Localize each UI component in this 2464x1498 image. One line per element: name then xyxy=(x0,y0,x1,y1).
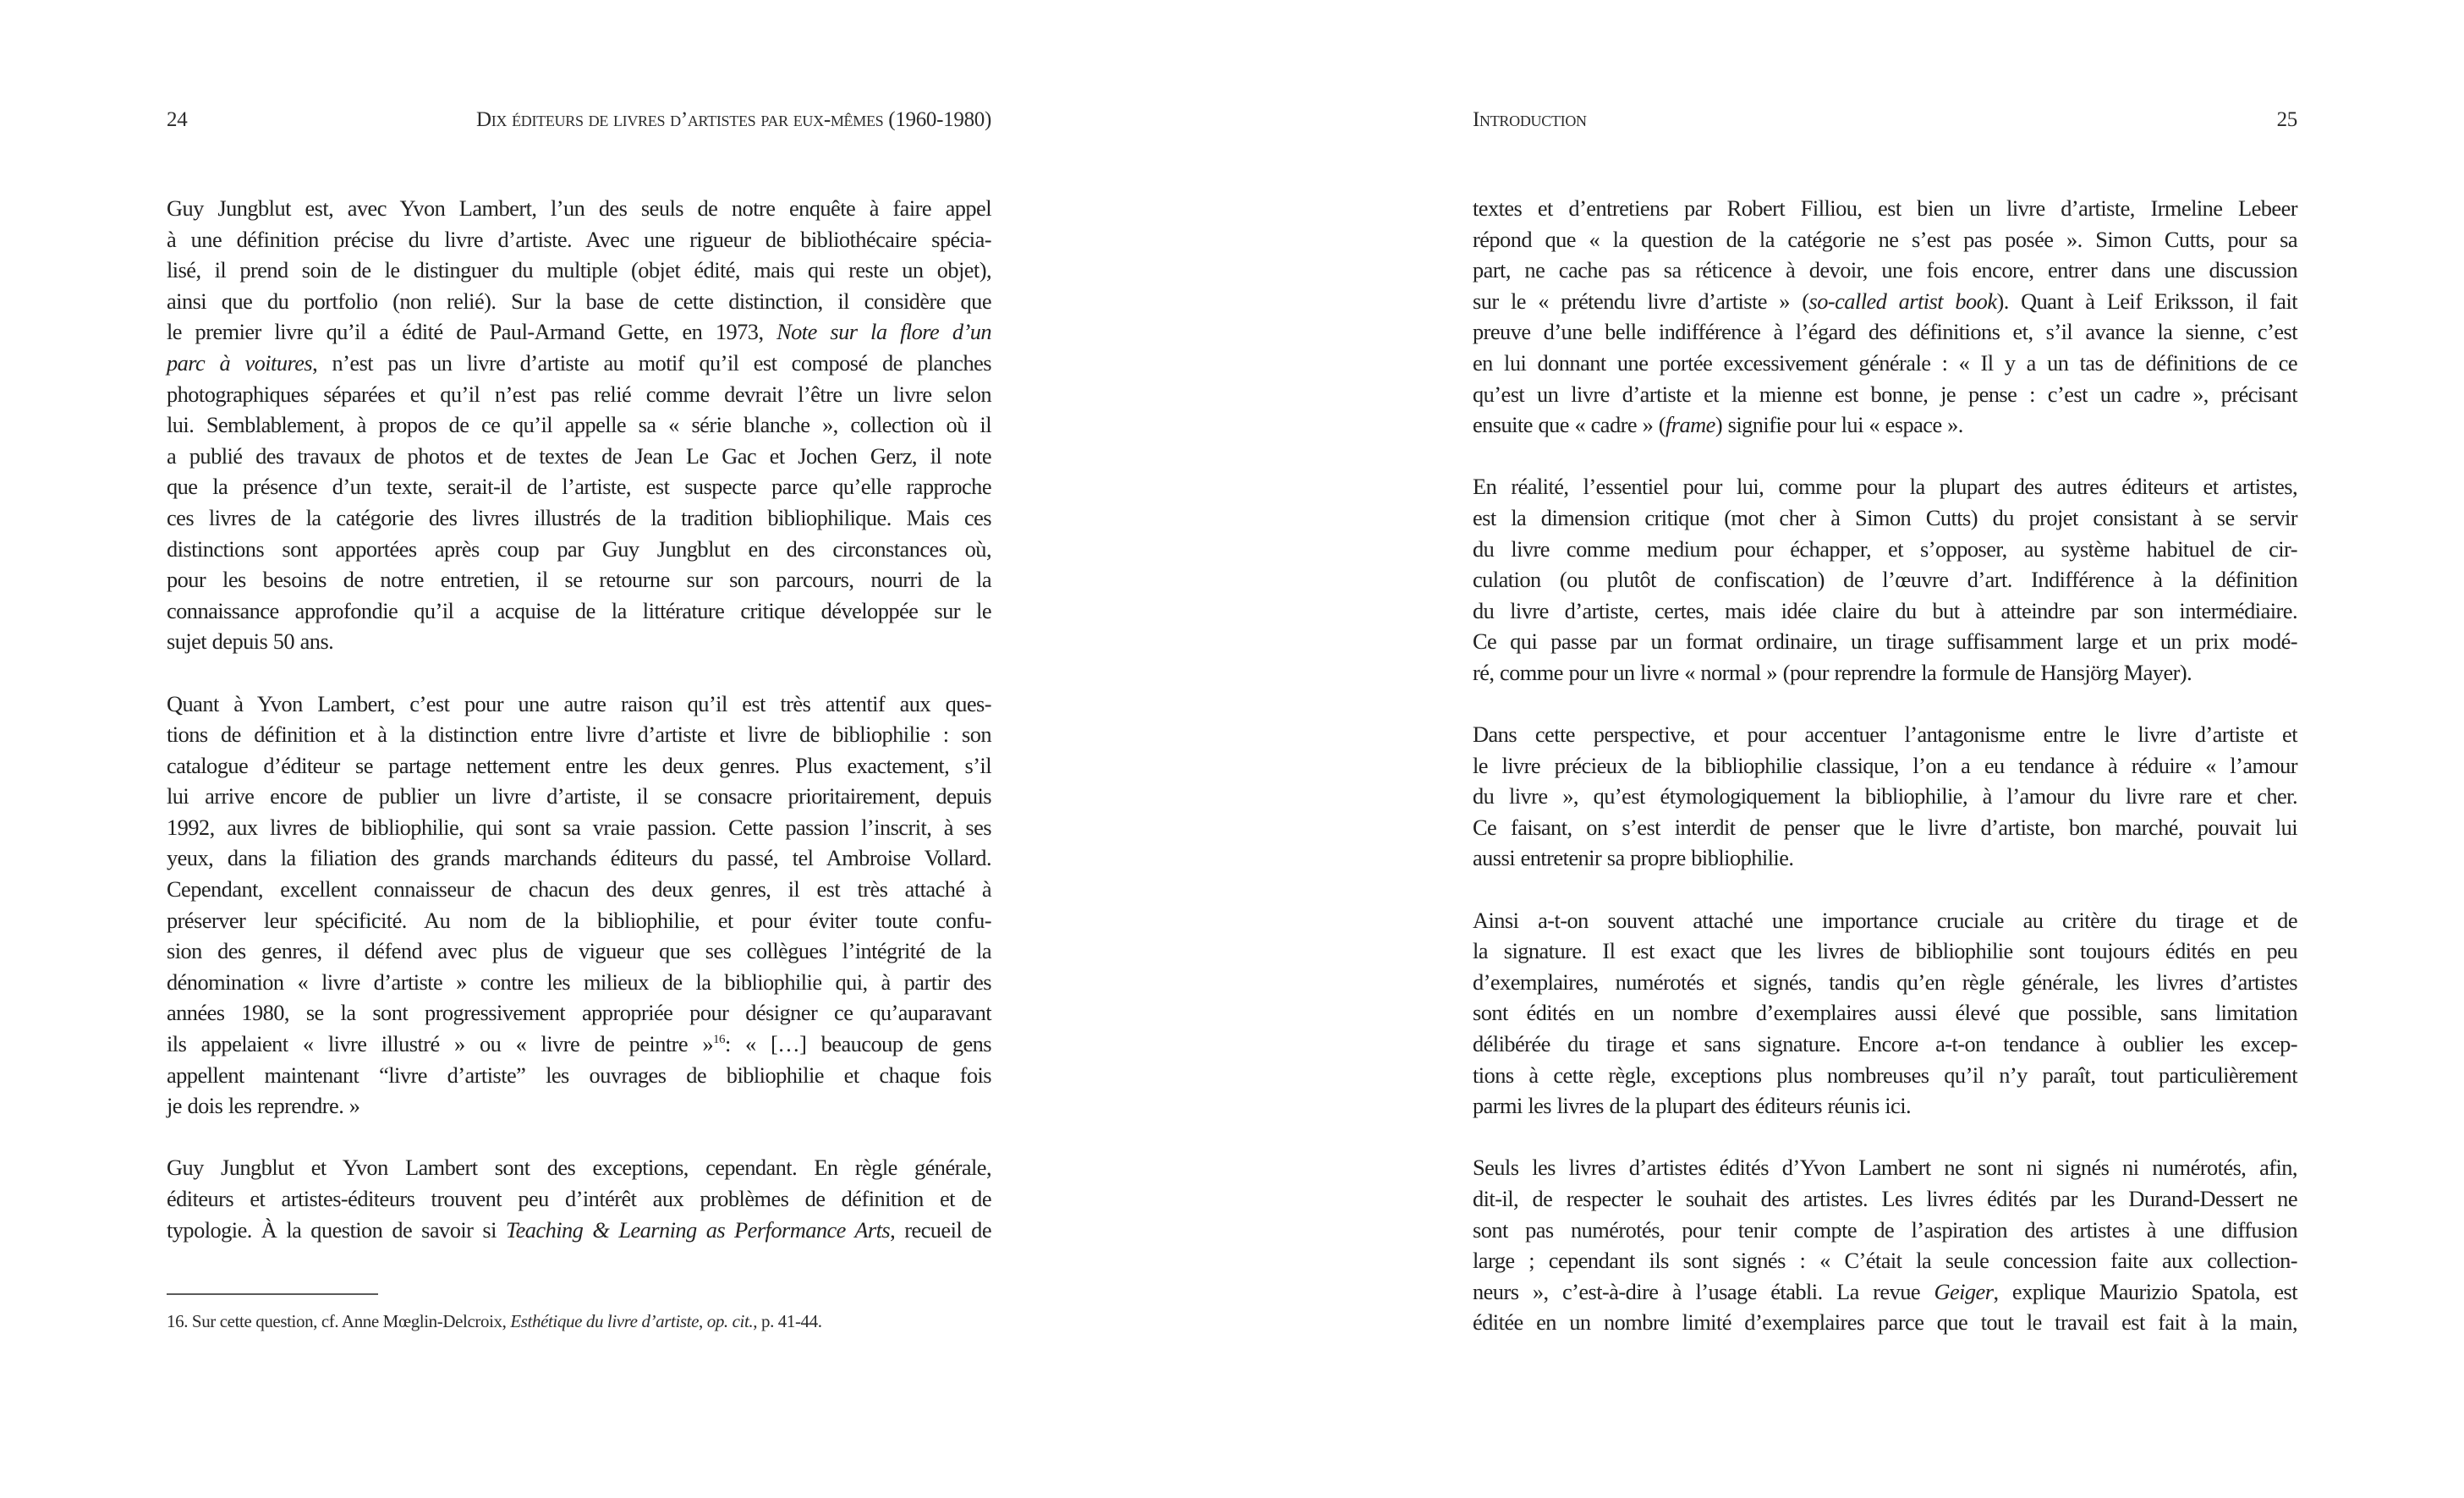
text-line: est la dimension critique (mot cher à Simon Cutts) du projet consistant à se servir xyxy=(1473,504,2297,530)
page-number: 25 xyxy=(2276,108,2297,131)
text-line: Quant à Yvon Lambert, c’est pour une autre raison qu’il est très attentif aux ques- xyxy=(167,690,991,716)
text-line: préserver leur spécificité. Au nom de la bibliophilie, et pour éviter toute confu- xyxy=(167,907,991,933)
text-line: sont édités en un nombre d’exemplaires aussi élevé que possible, sans limitation xyxy=(1473,1000,2297,1026)
footnote-reference[interactable]: 16 xyxy=(713,1033,725,1047)
text-line: large ; cependant ils sont signés : « C’était la seule concession faite aux collection- xyxy=(1473,1248,2297,1274)
italic-title: Note sur la flore d’un xyxy=(777,319,991,345)
text-line: je dois les reprendre. » xyxy=(167,1093,360,1119)
text-line: années 1980, se la sont progressivement appropriée pour désigner ce qu’auparavant xyxy=(167,1000,991,1026)
text-line: du livre d’artiste, certes, mais idée claire du but à atteindre par son intermédiaire. xyxy=(1473,597,2297,623)
footnote-16 xyxy=(167,1309,991,1334)
text-line: la signature. Il est exact que les livres de bibliophilie sont toujours édités en peu xyxy=(1473,938,2297,964)
footnote-rule xyxy=(167,1293,378,1295)
text-line: sion des genres, il défend avec plus de vigueur que ses collègues l’intégrité de la xyxy=(167,938,991,964)
text-line: photographiques séparées et qu’il n’est pas relié comme devrait l’être un livre selon xyxy=(167,381,991,407)
footnote-number: 16. xyxy=(167,1311,189,1331)
text-line: pour les besoins de notre entretien, il se retourne sur son parcours, nourri de la xyxy=(167,567,991,593)
footnote-book-title: Esthétique du livre d’artiste xyxy=(510,1311,700,1331)
text-line: que la présence d’un texte, serait-il de l’artiste, est suspecte parce qu’elle rapproche xyxy=(167,474,991,500)
text-line: répond que « la question de la catégorie ne s’est pas posée ». Simon Cutts, pour sa xyxy=(1473,226,2297,252)
paragraph xyxy=(1473,193,2297,441)
text-line: Ainsi a-t-on souvent attaché une importance cruciale au critère du tirage et de xyxy=(1473,907,2297,933)
text-line: neurs », c’est-à-dire à l’usage établi. La revue Geiger, explique Maurizio Spatola, est xyxy=(1473,1278,2297,1304)
text-line: part, ne cache pas sa réticence à devoir, une fois encore, entrer dans une discussion xyxy=(1473,257,2297,283)
italic-title: parc à voitures xyxy=(167,349,313,376)
text-line: aussi entretenir sa propre bibliophilie. xyxy=(1473,845,1794,871)
paragraph xyxy=(167,1152,991,1245)
text-line: Ce qui passe par un format ordinaire, un tirage suffisamment large et un prix modé- xyxy=(1473,628,2297,655)
footnote-op-cit: op. cit. xyxy=(706,1311,754,1331)
text-line: qu’est un livre d’artiste et la mienne est bonne, je pense : c’est un cadre », précisant xyxy=(1473,381,2297,407)
text-line: ré, comme pour un livre « normal » (pour reprendre la formule de Hansjörg Mayer). xyxy=(1473,659,2192,685)
paragraph xyxy=(1473,905,2297,1122)
page-number: 24 xyxy=(167,108,188,131)
italic-title: Teaching & Learning as Performance Arts xyxy=(505,1216,891,1243)
text-line: sujet depuis 50 ans. xyxy=(167,628,334,655)
text-line: ces livres de la catégorie des livres illustrés de la tradition bibliophilique. Mais ces xyxy=(167,504,991,530)
text-line: le premier livre qu’il a édité de Paul-Armand Gette, en 1973, Note sur la flore d’un xyxy=(167,319,991,345)
text-line: En réalité, l’essentiel pour lui, comme pour la plupart des autres éditeurs et artistes, xyxy=(1473,474,2297,500)
text-line: du livre », qu’est étymologiquement la bibliophilie, à l’amour du livre rare et cher. xyxy=(1473,783,2297,809)
footnote-text: Sur cette question, cf. Anne Mœglin-Delcroix, xyxy=(188,1311,511,1331)
paragraph xyxy=(1473,471,2297,688)
text-line: tions de définition et à la distinction entre livre d’artiste et livre de bibliophilie : son xyxy=(167,722,991,748)
text-line: lisé, il prend soin de le distinguer du multiple (objet édité, mais qui reste un objet), xyxy=(167,257,991,283)
text-line: sur le « prétendu livre d’artiste » (so-called artist book). Quant à Leif Eriksson, il fait xyxy=(1473,288,2298,314)
text-line: catalogue d’éditeur se partage nettement entre les deux genres. Plus exactement, s’il xyxy=(167,752,991,778)
italic-title: so-called artist book xyxy=(1808,288,1997,314)
left-running-head: Dix éditeurs de livres d’artistes par eux-mêmes (1960-1980) xyxy=(475,108,991,131)
text-line: textes et d’entretiens par Robert Filliou, est bien un livre d’artiste, Irmeline Lebeer xyxy=(1473,195,2297,221)
text-line: ils appelaient « livre illustré » ou « livre de peintre »$^{16}$: « […] beaucoup de gens xyxy=(167,1031,992,1057)
left-body-text xyxy=(167,193,991,1245)
text-line: sont pas numérotés, pour tenir compte de l’aspiration des artistes à une diffusion xyxy=(1473,1216,2297,1243)
text-line: lui. Semblablement, à propos de ce qu’il appelle sa « série blanche », collection où il xyxy=(167,412,991,438)
text-line: Cependant, excellent connaisseur de chacun des deux genres, il est très attaché à xyxy=(167,876,991,903)
text-line: Guy Jungblut est, avec Yvon Lambert, l’un des seuls de notre enquête à faire appel xyxy=(167,195,991,221)
text-line: à une définition précise du livre d’artiste. Avec une rigueur de bibliothécaire spécia- xyxy=(167,226,991,252)
text-line: Dans cette perspective, et pour accentuer l’antagonisme entre le livre d’artiste et xyxy=(1473,722,2297,748)
text-line: Ce faisant, on s’est interdit de penser que le livre d’artiste, bon marché, pouvait lui xyxy=(1473,814,2297,840)
text-line: le livre précieux de la bibliophilie classique, l’on a eu tendance à réduire « l’amour xyxy=(1473,752,2297,778)
text-line: Seuls les livres d’artistes édités d’Yvon Lambert ne sont ni signés ni numérotés, afin, xyxy=(1473,1155,2297,1181)
right-page xyxy=(1232,0,2464,1498)
text-line: en lui donnant une portée excessivement générale : « Il y a un tas de définitions de ce xyxy=(1473,349,2297,376)
text-line: appellent maintenant “livre d’artiste” les ouvrages de bibliophilie et chaque fois xyxy=(167,1062,991,1088)
text-line: éditée en un nombre limité d’exemplaires parce que tout le travail est fait à la main, xyxy=(1473,1309,2297,1336)
text-line: éditeurs et artistes-éditeurs trouvent peu d’intérêt aux problèmes de définition et de xyxy=(167,1186,991,1211)
text-line: tions à cette règle, exceptions plus nombreuses qu’il n’y paraît, tout particulièrement xyxy=(1473,1062,2297,1088)
text-line: ainsi que du portfolio (non relié). Sur la base de cette distinction, il considère que xyxy=(167,288,991,314)
text-line: dénomination « livre d’artiste » contre les milieux de la bibliophilie qui, à partir des xyxy=(167,968,991,995)
text-line: Guy Jungblut et Yvon Lambert sont des exceptions, cependant. En règle générale, xyxy=(167,1155,991,1181)
footnote-sep: , xyxy=(699,1311,707,1331)
text-line: typologie. À la question de savoir si Teaching & Learning as Performance Arts, recueil de xyxy=(167,1216,991,1243)
italic-title: frame xyxy=(1666,412,1715,438)
text-line: délibérée du tirage et sans signature. Encore a-t-on tendance à oublier les excep- xyxy=(1473,1031,2297,1057)
text-line: d’exemplaires, numérotés et signés, tandis qu’en règle générale, les livres d’artistes xyxy=(1473,968,2297,995)
text-line: du livre comme medium pour échapper, et s’opposer, au système habituel de cir- xyxy=(1473,535,2297,562)
right-body-text xyxy=(1473,193,2297,1338)
text-line: yeux, dans la filiation des grands marchands éditeurs du passé, tel Ambroise Vollard. xyxy=(167,845,991,871)
paragraph xyxy=(167,689,991,1122)
text-line: dit-il, de respecter le souhait des artistes. Les livres édités par les Durand-Dessert ne xyxy=(1473,1186,2297,1211)
text-line: lui arrive encore de publier un livre d’artiste, il se consacre prioritairement, depuis xyxy=(167,783,991,809)
text-line: ensuite que « cadre » (frame) signifie pour lui « espace ». xyxy=(1473,412,1963,438)
text-line: 1992, aux livres de bibliophilie, qui sont sa vraie passion. Cette passion l’inscrit, à ses xyxy=(167,814,991,840)
text-line: culation (ou plutôt de confiscation) de l’œuvre d’art. Indifférence à la définition xyxy=(1473,567,2297,593)
text-line: parmi les livres de la plupart des éditeurs réunis ici. xyxy=(1473,1093,1912,1119)
text-line: a publié des travaux de photos et de textes de Jean Le Gac et Jochen Gerz, il note xyxy=(167,442,991,469)
text-line: distinctions sont apportées après coup par Guy Jungblut en des circonstances où, xyxy=(167,535,991,562)
paragraph xyxy=(1473,719,2297,874)
footnote-pages: , p. 41-44. xyxy=(753,1311,822,1331)
text-line: parc à voitures, n’est pas un livre d’artiste au motif qu’il est composé de planches xyxy=(167,349,991,376)
text-line: preuve d’une belle indifférence à l’égard des définitions et, s’il avance la sienne, c’est xyxy=(1473,319,2297,345)
italic-title: Geiger xyxy=(1934,1278,1994,1304)
right-folio xyxy=(2272,108,2297,139)
left-folio xyxy=(167,108,187,139)
paragraph xyxy=(167,193,991,657)
paragraph xyxy=(1473,1152,2297,1338)
text-line: connaissance approfondie qu’il a acquise de la littérature critique développée sur le xyxy=(167,597,991,623)
right-running-head: Introduction xyxy=(1473,108,1587,131)
